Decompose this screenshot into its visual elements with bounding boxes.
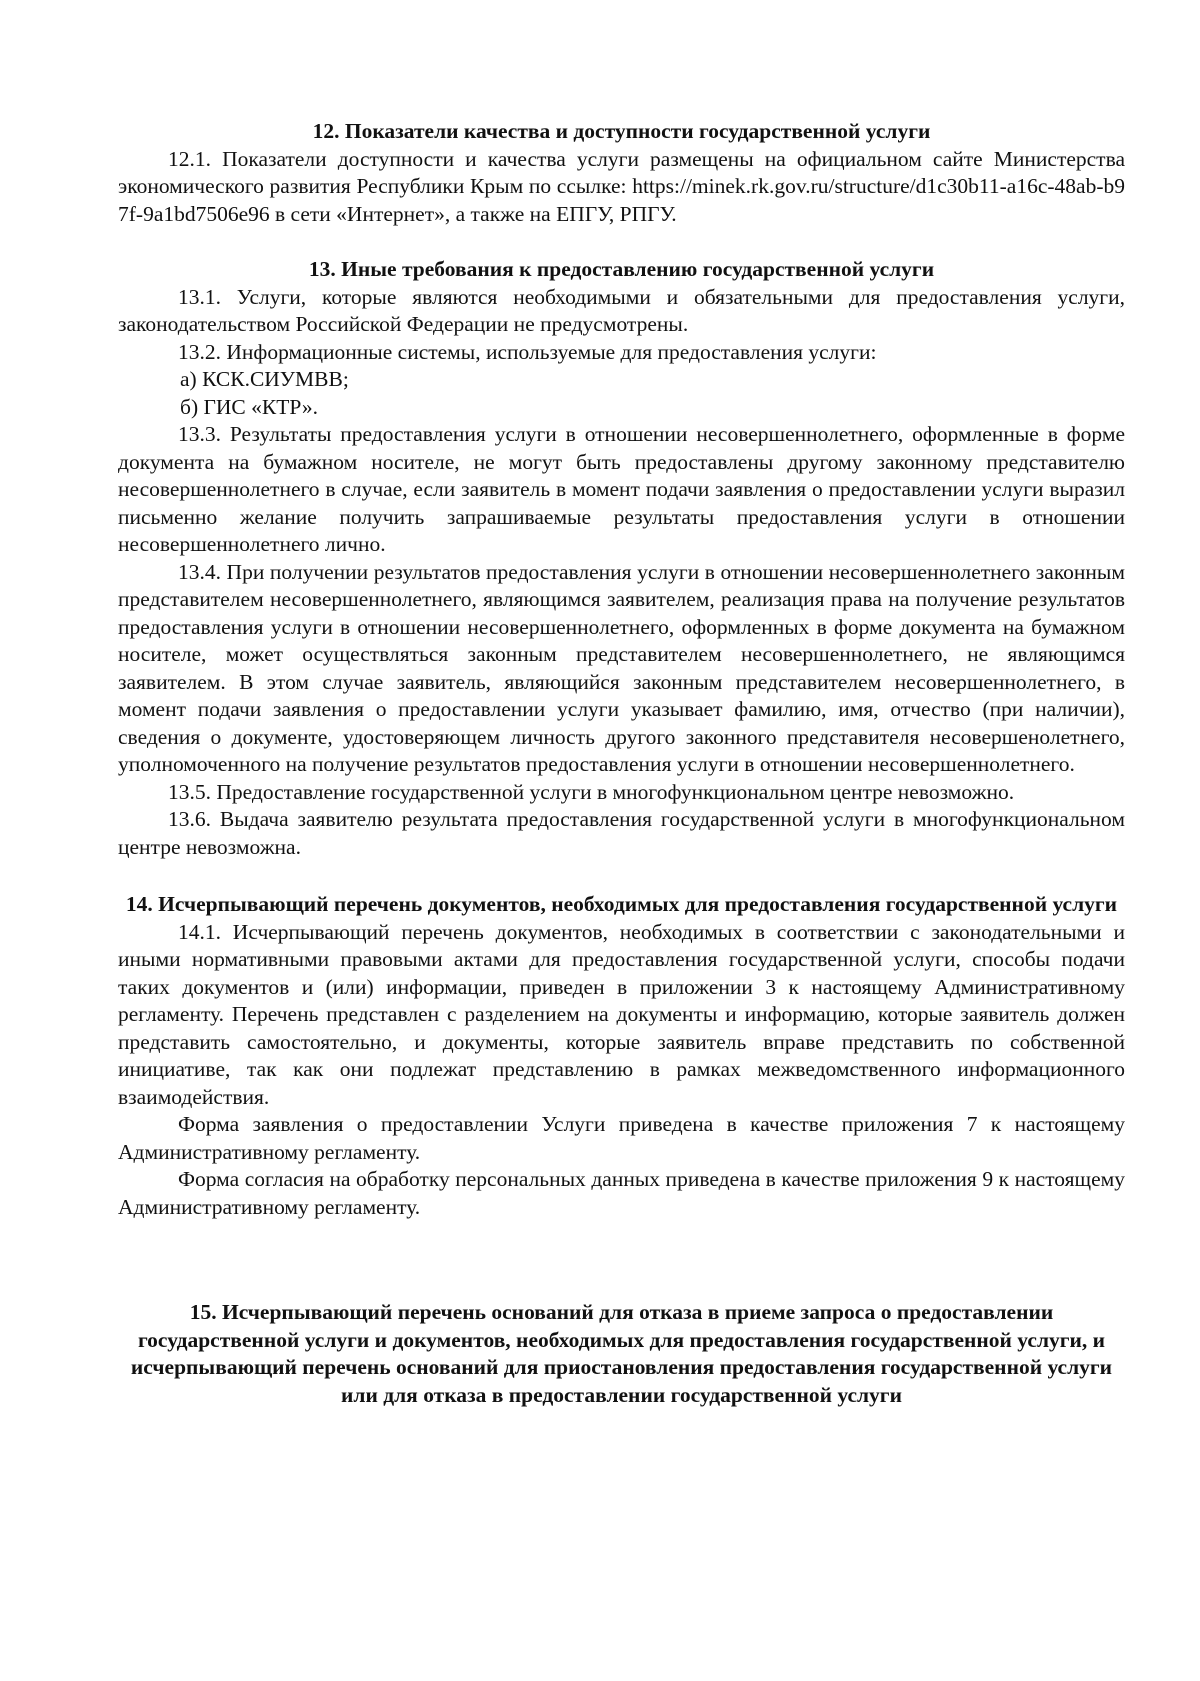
paragraph-12-1-tail: в сети «Интернет», а также на ЕПГУ, РПГУ. [269,201,677,226]
paragraph-12-1-text: 12.1. Показатели доступности и качества услуги размещены на официальном сайте Министерства экономического развития Республики Крым по ссылке: [118,146,1125,198]
section-15-heading: 15. Исчерпывающий перечень оснований для отказа в приеме запроса о предоставлении государственной услуги и документов, необходимых для предоставления государственной услуги, и исчерпывающий перечень оснований для приостановления предоставления государственной услуги или для отказа в предоставлении государственной услуги [130,1300,1113,1407]
list-item-b: б) ГИС «КТР». [180,394,318,419]
paragraph-13-5: 13.5. Предоставление государственной услуги в многофункциональном центре невозможно. [168,779,1015,804]
spacer [118,1221,1125,1299]
paragraph-13-1: 13.1. Услуги, которые являются необходимыми и обязательными для предоставления услуги, законодательством Российской Федерации не предусмотрены. [118,284,1125,336]
list-item-a: а) КСК.СИУМВВ; [180,367,349,391]
ministry-structure-link[interactable]: https://minek.rk.gov.ru/structure/d1c30b11-a16c-48ab-b97f-9a1bd7506e96 [118,174,1125,226]
paragraph-13-3: 13.3. Результаты предоставления услуги в отношении несовершеннолетнего, оформленные в форме документа на бумажном носителе, не могут быть предоставлены другому законному представителю несовершеннолетнего в случае, если заявитель в момент подачи заявления о предоставлении услуги выразил письменно желание получить запрашиваемые результаты предоставления услуги в отношении несовершеннолетнего лично. [118,422,1125,556]
paragraph-14-form-application: Форма заявления о предоставлении Услуги приведена в качестве приложения 7 к настоящему Административному регламенту. [118,1112,1125,1164]
section-14-heading: 14. Исчерпывающий перечень документов, необходимых для предоставления государственной услуги [125,892,1118,916]
paragraph-13-4: 13.4. При получении результатов предоставления услуги в отношении несовершеннолетнего законным представителем несовершеннолетнего, являющимся заявителем, реализация права на получение результатов предоставления услуги в отношении несовершеннолетнего, оформленных в форме документа на бумажном носителе, может осуществляться законным представителем несовершеннолетнего, не являющимся заявителем. В этом случае заявитель, являющийся законным представителем несовершеннолетнего, в момент подачи заявления о предоставлении услуги указывает фамилию, имя, отчество (при наличии), сведения о документе, удостоверяющем личность другого законного представителя несовершенолетнего, уполномоченного на получение результатов предоставления услуги в отношении несовершеннолетнего. [118,559,1125,776]
spacer [118,861,1125,891]
section-13-heading: 13. Иные требования к предоставлению государственной услуги [308,257,935,281]
document-page [118,118,1125,1409]
paragraph-13-6: 13.6. Выдача заявителю результата предоставления государственной услуги в многофункциональном центре невозможна. [118,807,1125,859]
paragraph-12-1 [118,146,1125,229]
spacer [118,228,1125,256]
paragraph-14-form-consent: Форма согласия на обработку персональных данных приведена в качестве приложения 9 к настоящему Административному регламенту. [118,1167,1125,1219]
paragraph-13-2: 13.2. Информационные системы, используемые для предоставления услуги: [178,339,877,364]
section-12-heading: 12. Показатели качества и доступности государственной услуги [312,119,931,143]
paragraph-14-1: 14.1. Исчерпывающий перечень документов, необходимых в соответствии с законодательными и иными нормативными правовыми актами для предоставления государственной услуги, способы подачи таких документов и (или) информации, приведен в приложении 3 к настоящему Административному регламенту. Перечень представлен с разделением на документы и информацию, которые заявитель должен представить самостоятельно, и документы, которые заявитель вправе представить по собственной инициативе, так как они подлежат представлению в рамках межведомственного информационного взаимодействия. [118,919,1125,1109]
